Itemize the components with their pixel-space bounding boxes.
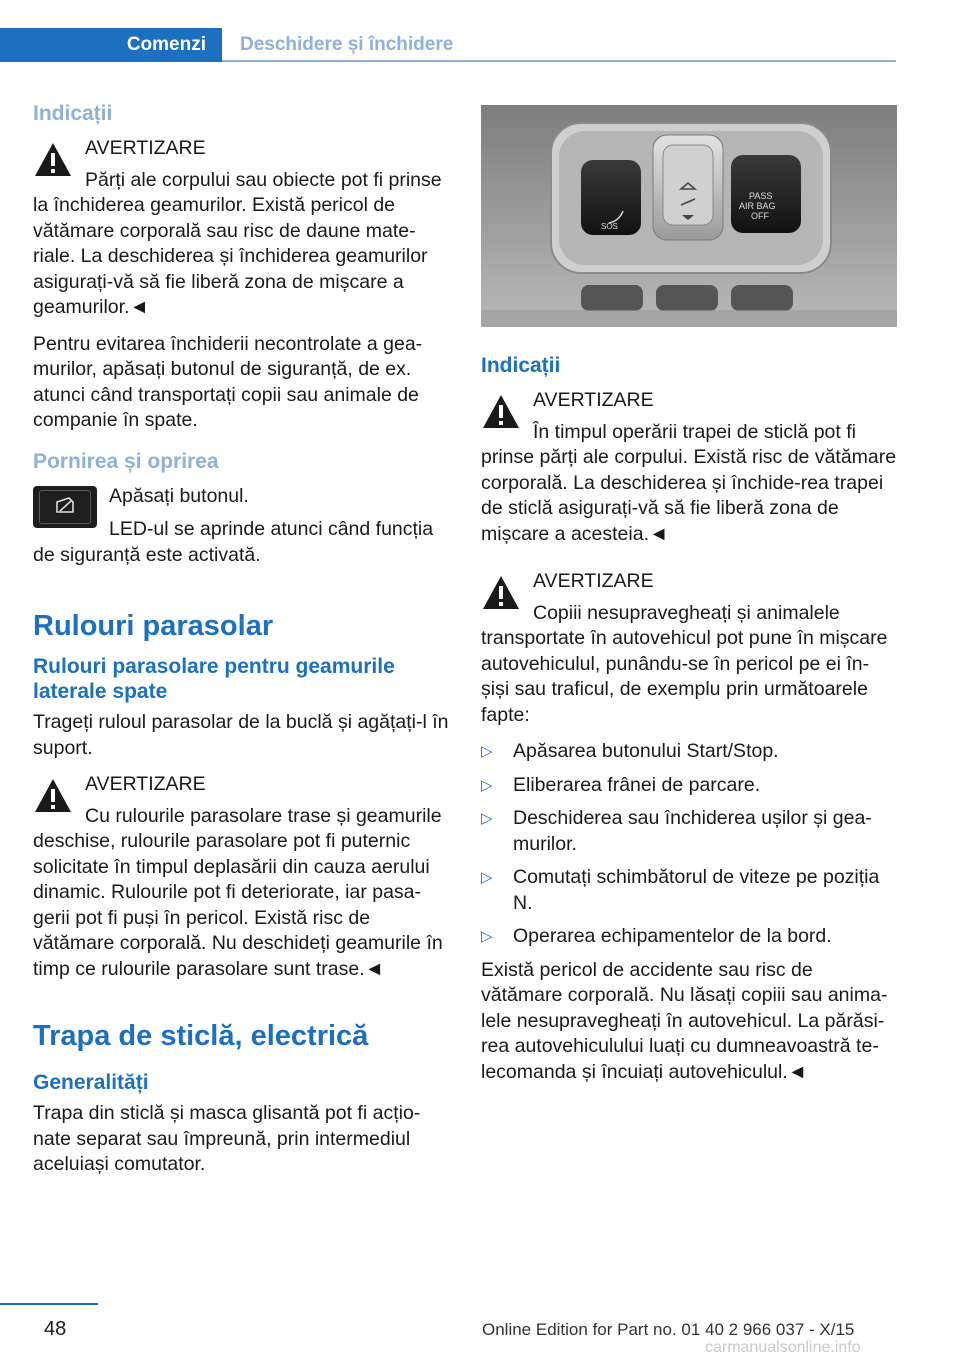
paragraph-trapa: Trapa din sticlă și masca glisantă pot fi acțio-nate separat sau împreună, prin intermediul aceluiași comutator. [33,1102,421,1175]
roof-control-panel-photo [481,105,897,327]
list-item: ▷ Apăsarea butonului Start/Stop. [481,739,897,765]
warning-block-roof [481,388,897,547]
tab-underline [222,60,896,62]
warning-triangle-icon [481,392,521,432]
tab-comenzi[interactable]: Comenzi [0,28,222,62]
warning-triangle-icon [33,140,73,180]
tab-deschidere-inchidere[interactable]: Deschidere și închidere [240,34,454,55]
list-item: ▷ Operarea echipamentelor de la bord. [481,924,897,950]
airbag-label-1: PASS [749,191,773,201]
subheading-rulouri-laterale: Rulouri parasolare pentru geamurile laterale spate [33,655,395,703]
footer-rule [0,1303,98,1305]
triangle-bullet-icon: ▷ [481,810,493,827]
heading-pornirea-oprirea: Pornirea și oprirea [33,449,219,473]
list-item: ▷ Comutați schimbătorul de viteze pe poziția N. [481,866,880,914]
subheading-generalitati: Generalități [33,1071,149,1094]
press-button-text: Apăsați butonul. [109,484,249,507]
triangle-bullet-icon: ▷ [481,869,493,886]
warning-block-windows [33,136,449,321]
warning-block-children [481,569,897,728]
heading-indicatii-windows: Indicații [33,102,113,125]
warning-text: Părți ale corpului sau obiecte pot fi prinse la închiderea geamurilor. Există pericol de vătămare corporală sau risc de daune mate-riale. La deschiderea și închiderea geamurilor asigurați-vă să fie liberă zona de mișcare a geamurilor.◄ [33,168,442,318]
warning-text: Cu rulourile parasolare trase și geamurile deschise, rulourile parasolare pot fi puternic solicitate în timpul deplasării din cauza aerului dinamic. Rulourile pot fi deteriorate, iar pasa-gerii pot fi puși în pericol. Există risc de vătămare corporală. Nu deschideți geamurile în timp ce rulourile parasolare sunt trase.◄ [33,804,443,980]
triangle-bullet-icon: ▷ [481,776,493,794]
bullet-list [481,739,897,950]
led-text: LED-ul se aprinde atunci când funcția de siguranță este activată. [33,518,434,566]
paragraph-safety-button: Pentru evitarea închiderii necontrolate a gea-murilor, apăsați butonul de siguranță, de ex. atunci când transportați copii sau animale de companie în spate. [33,332,423,431]
heading-indicatii-roof: Indicații [481,354,561,377]
paragraph-closing: Există pericol de accidente sau risc de vătămare corporală. Nu lăsați copiii sau anima-lele nesupravegheați în autovehicul. La părăsi-rea autovehiculului luați cu dumneavoastră te-lecomanda și încuiați autovehiculul.◄ [481,958,888,1083]
warning-label: AVERTIZARE [533,389,654,411]
page-number: 48 [44,1318,67,1340]
warning-triangle-icon [481,573,521,613]
sos-label: SOS [601,222,618,231]
header-tabs [0,28,896,62]
warning-label: AVERTIZARE [85,137,206,159]
warning-label: AVERTIZARE [533,570,654,592]
triangle-bullet-icon: ▷ [481,743,493,760]
warning-triangle-icon [33,776,73,816]
triangle-bullet-icon: ▷ [481,928,493,945]
left-column [33,100,449,1189]
airbag-label-2: AIR BAG [739,201,776,211]
list-item: ▷ Deschiderea sau închiderea ușilor și gea-murilor. [481,807,872,855]
warning-block-sunblinds [33,772,449,982]
window-safety-switch-icon [33,486,97,528]
footer-edition: Online Edition for Part no. 01 40 2 966 037 - X/15 [482,1320,855,1339]
heading-rulouri-parasolar: Rulouri parasolar [33,610,274,642]
watermark: carmanualsonline.info [705,1339,861,1356]
right-column [481,105,897,1096]
warning-text: În timpul operării trapei de sticlă pot fi prinse părți ale corpului. Există risc de vătămare corporală. La deschiderea și închide-rea trapei de sticlă asigurați-vă să fie liberă zona de mișcare a acesteia.◄ [481,420,897,545]
heading-trapa-sticla: Trapa de sticlă, electrică [33,1020,369,1052]
warning-label: AVERTIZARE [85,773,206,795]
warning-text: Copiii nesupravegheați și animalele transportate în autovehicul pot pune în mișcare autovehiculul, punându-se în pericol pe ei în-șiși sau traficul, de exemplu prin următoarele fapte: [481,601,888,726]
start-stop-block [33,484,449,569]
paragraph-rulou: Trageți ruloul parasolar de la buclă și agățați-l în suport. [33,711,449,759]
airbag-label-3: OFF [751,211,769,221]
list-item: ▷ Eliberarea frânei de parcare. [481,773,897,799]
